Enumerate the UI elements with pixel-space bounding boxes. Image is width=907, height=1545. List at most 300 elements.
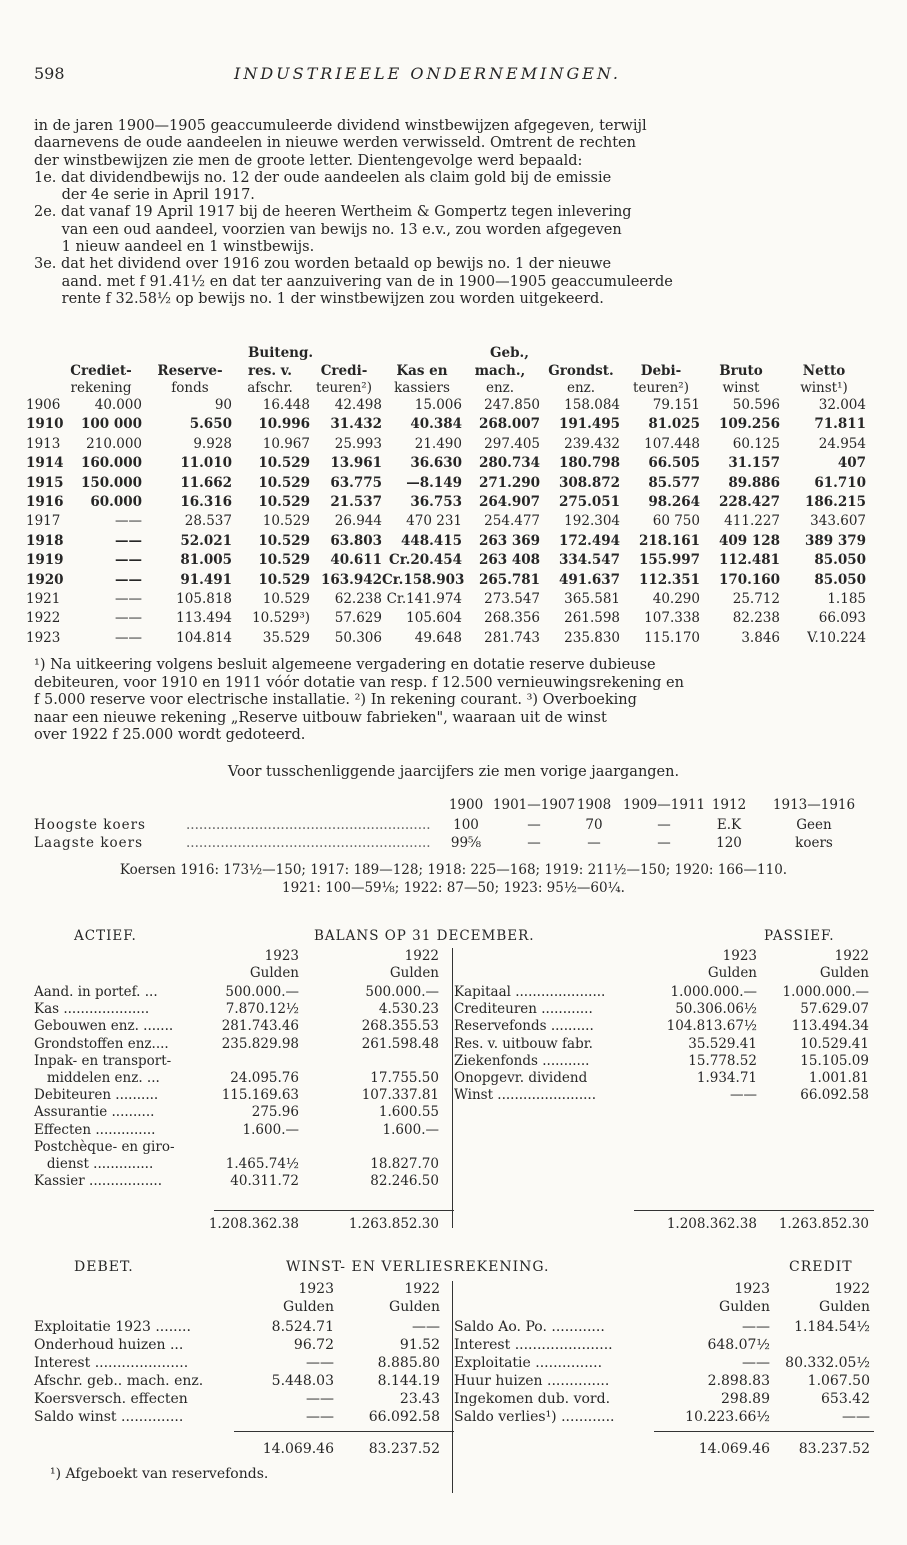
passief-label: Reservefonds ..........: [454, 1018, 594, 1035]
table-cell: 280.734: [478, 455, 540, 472]
table-cell: ——: [115, 610, 142, 627]
koersen-value: —: [657, 835, 671, 851]
page-header: [34, 64, 873, 86]
table-cell: 389 379: [804, 532, 866, 549]
table-row: [26, 455, 876, 475]
table-cell: 61.710: [814, 474, 866, 491]
debet-label: Onderhoud huizen ...: [34, 1337, 184, 1353]
footnote-line: f 5.000 reserve voor electrische installatie. ²) In rekening courant. ³) Overboeking: [34, 692, 637, 708]
balans-unit: Gulden: [249, 965, 299, 981]
winst-section: [34, 1255, 874, 1500]
table-cell: 52.021: [180, 532, 232, 549]
koersen-value: —: [527, 835, 541, 851]
table-row: [26, 571, 876, 592]
table-cell: 281.743: [484, 629, 540, 646]
passief-title: PASSIEF.: [764, 928, 835, 944]
credit-1922: 80.332.05½: [785, 1355, 870, 1371]
row-year: 1917: [26, 513, 61, 530]
intro-paragraph: [34, 118, 874, 308]
table-cell: 90: [214, 397, 232, 413]
row-year: 1916: [26, 494, 64, 510]
actief-label: Postchèque- en giro-: [34, 1138, 175, 1155]
table-cell: 10.996: [258, 416, 310, 433]
actief-1922: 261.598.48: [361, 1035, 439, 1052]
actief-label: Debiteuren ..........: [34, 1087, 159, 1104]
table-cell: 15.006: [414, 397, 462, 413]
table-cell: 409 128: [718, 532, 780, 549]
credit-title: CREDIT: [789, 1259, 853, 1275]
table-cell: 170.160: [718, 571, 780, 588]
column-header: enz.: [485, 380, 515, 396]
table-cell: 411.227: [724, 513, 780, 530]
actief-1922: 18.827.70: [370, 1156, 439, 1172]
debet-label: Koersversch. effecten: [34, 1391, 188, 1407]
actief-1923: 281.743.46: [221, 1018, 299, 1035]
koersen-year: 1913—1916: [772, 797, 856, 813]
table-cell: 24.954: [818, 435, 866, 452]
table-cell: 343.607: [810, 513, 866, 530]
total-rule: [214, 1210, 454, 1211]
table-cell: 210.000: [86, 435, 142, 452]
debet-1923: 96.72: [293, 1337, 334, 1353]
table-cell: Cr.20.454: [389, 552, 462, 569]
table-cell: 10.529: [258, 571, 310, 588]
koersen-value: —: [587, 835, 601, 851]
table-cell: 105.818: [176, 591, 232, 607]
table-cell: 10.529: [258, 532, 310, 549]
balans-year: 1923: [722, 948, 757, 964]
passief-1923: 35.529.41: [688, 1035, 757, 1052]
column-header: Grondst.: [548, 363, 614, 379]
actief-1922: 107.337.81: [361, 1087, 439, 1104]
table-row: [26, 629, 876, 650]
table-cell: 66.505: [648, 455, 700, 472]
debet-1922: ——: [412, 1319, 440, 1335]
credit-label: Saldo verlies¹) ............: [454, 1409, 615, 1425]
debet-1923: ——: [306, 1355, 334, 1371]
actief-1923: 1.465.74½: [225, 1156, 299, 1172]
table-cell: 192.304: [564, 513, 620, 530]
credit-1923: 2.898.83: [707, 1373, 770, 1389]
table-cell: 60.000: [90, 494, 142, 510]
credit-label: Ingekomen dub. vord.: [454, 1391, 611, 1407]
table-cell: 158.084: [564, 397, 620, 413]
table-cell: 63.775: [330, 474, 382, 491]
passief-1922: 1.001.81: [808, 1070, 869, 1086]
actief-1922: 17.755.50: [370, 1070, 439, 1086]
intro-line: der winstbewijzen zie men de groote letter. Dientengevolge werd bepaald:: [34, 152, 583, 169]
actief-1922: 82.246.50: [370, 1173, 439, 1190]
koersen-value: 70: [585, 817, 603, 833]
table-cell: 10.529: [258, 494, 310, 510]
table-row: [26, 416, 876, 436]
row-year: 1920: [26, 571, 64, 588]
passief-1922: 113.494.34: [791, 1018, 869, 1035]
credit-1922: 1.184.54½: [794, 1319, 870, 1335]
table-cell: 10.529: [262, 591, 310, 607]
actief-title: ACTIEF.: [74, 928, 137, 944]
footnote-line: ¹) Na uitkeering volgens besluit algemeene vergadering en dotatie reserve dubieuse: [34, 657, 656, 673]
column-divider: [452, 1281, 453, 1493]
table-cell: 21.490: [414, 435, 462, 452]
credit-label: Interest ......................: [454, 1337, 613, 1353]
credit-1922: 1.067.50: [807, 1373, 870, 1389]
header-buiteng: Buiteng.: [248, 345, 314, 361]
actief-total-1922: 1.263.852.30: [348, 1216, 439, 1232]
credit-1923: 298.89: [721, 1391, 770, 1407]
koersen-year: 1909—1911: [622, 797, 706, 813]
winst-unit: Gulden: [389, 1299, 440, 1315]
footnote-line: debiteuren, voor 1910 en 1911 vóór dotatie van resp. f 12.500 vernieuwingsrekening en: [34, 674, 684, 691]
koersen-value: 100: [453, 817, 479, 833]
table-row: [26, 397, 876, 417]
table-cell: 79.151: [652, 397, 700, 413]
table-cell: 271.290: [478, 474, 540, 491]
passief-1923: 15.778.52: [688, 1052, 757, 1069]
table-cell: 235.830: [564, 629, 620, 646]
table-cell: 268.356: [484, 610, 540, 627]
table-cell: 112.481: [718, 552, 780, 569]
actief-label: dienst ..............: [34, 1156, 154, 1172]
table-cell: 63.803: [330, 532, 382, 549]
table-cell: 180.798: [558, 455, 620, 472]
passief-1922: 15.105.09: [800, 1052, 869, 1069]
table-row: [26, 435, 876, 456]
intro-line: in de jaren 1900—1905 geaccumuleerde dividend winstbewijzen afgegeven, terwijl: [34, 118, 647, 134]
table-cell: 81.025: [648, 416, 700, 433]
table-cell: 81.005: [180, 552, 232, 569]
table-cell: 28.537: [184, 513, 232, 530]
koersen-value: 120: [716, 835, 742, 851]
table-cell: 308.872: [558, 474, 620, 491]
table-cell: 155.997: [638, 552, 700, 569]
table-cell: 16.448: [262, 397, 310, 413]
row-year: 1922: [26, 610, 61, 627]
total-rule: [654, 1431, 874, 1432]
actief-1922: 1.600.—: [382, 1121, 439, 1138]
debet-1923: 8.524.71: [271, 1319, 334, 1335]
credit-1923: 10.223.66½: [685, 1409, 770, 1425]
winst-year: 1922: [834, 1281, 870, 1297]
actief-1922: 4.530.23: [378, 1001, 439, 1018]
koersen-value: E.K: [716, 817, 742, 833]
table-cell: —8.149: [406, 474, 462, 491]
column-header: afschr.: [247, 380, 293, 396]
table-cell: 42.498: [334, 397, 382, 413]
column-header: mach.,: [474, 363, 526, 379]
table-cell: 105.604: [406, 610, 462, 627]
column-header: rekening: [70, 380, 132, 396]
passief-label: Winst .......................: [454, 1087, 596, 1104]
table-cell: 191.495: [558, 416, 620, 433]
column-header: winst¹): [800, 380, 848, 396]
credit-label: Exploitatie ...............: [454, 1355, 603, 1371]
actief-1923: 7.870.12½: [225, 1001, 299, 1018]
table-cell: V.10.224: [807, 629, 866, 646]
koersen-value: 99⅝: [450, 835, 482, 851]
table-cell: 66.093: [818, 610, 866, 627]
table-cell: 60 750: [652, 513, 700, 530]
debet-1923: ——: [306, 1409, 334, 1425]
debet-1923: 5.448.03: [271, 1373, 334, 1389]
table-cell: Cr.158.903: [382, 571, 465, 588]
credit-label: Huur huizen ..............: [454, 1373, 610, 1389]
actief-1923: 235.829.98: [221, 1035, 299, 1052]
debet-1922: 91.52: [399, 1337, 440, 1353]
table-cell: 85.577: [648, 474, 700, 491]
table-cell: 21.537: [330, 494, 382, 510]
actief-1922: 268.355.53: [361, 1018, 439, 1035]
balans-section: [34, 920, 874, 1235]
intro-line: 1 nieuw aandeel en 1 winstbewijs.: [34, 239, 315, 256]
column-header: teuren²): [316, 380, 372, 396]
table-cell: 297.405: [484, 435, 540, 452]
table-footnotes: [34, 657, 874, 745]
koersen-value: —: [527, 817, 541, 833]
passief-total-1923: 1.208.362.38: [666, 1216, 757, 1232]
table-cell: ——: [115, 591, 142, 607]
footnote-line: over 1922 f 25.000 wordt gedoteerd.: [34, 727, 306, 743]
total-rule: [634, 1210, 874, 1211]
table-cell: 107.448: [644, 435, 700, 452]
debet-total-1923: 14.069.46: [262, 1441, 334, 1457]
table-cell: 1.185: [827, 591, 866, 607]
winst-unit: Gulden: [283, 1299, 334, 1315]
passief-label: Kapitaal .....................: [454, 984, 606, 1000]
table-cell: 40.611: [330, 552, 382, 569]
table-row: [26, 552, 876, 572]
footnote-line: naar een nieuwe rekening „Reserve uitbouw fabrieken", waaraan uit de winst: [34, 709, 607, 726]
winst-unit: Gulden: [819, 1299, 870, 1315]
table-cell: 25.712: [732, 591, 780, 607]
koersen-year: 1900: [448, 797, 484, 813]
intro-line: 2e. dat vanaf 19 April 1917 bij de heeren Wertheim & Gompertz tegen inlevering: [34, 204, 632, 221]
table-cell: 115.170: [644, 629, 700, 646]
table-cell: 113.494: [176, 610, 232, 627]
table-cell: 254.477: [484, 513, 540, 530]
debet-label: Exploitatie 1923 ........: [34, 1319, 191, 1335]
credit-1923: ——: [742, 1355, 770, 1371]
koersen-label: Laagste koers: [34, 835, 144, 851]
table-cell: ——: [115, 629, 142, 646]
passief-label: Crediteuren ............: [454, 1001, 593, 1018]
table-cell: 10.967: [262, 435, 310, 452]
table-cell: 109.256: [718, 416, 780, 433]
table-cell: 160.000: [80, 455, 142, 472]
table-cell: 50.306: [334, 629, 382, 646]
column-header: teuren²): [633, 380, 689, 396]
column-header: Reserve-: [157, 363, 223, 379]
actief-label: Kassier .................: [34, 1173, 162, 1190]
passief-label: Ziekenfonds ...........: [454, 1052, 590, 1069]
actief-label: Aand. in portef. ...: [34, 984, 158, 1000]
balans-unit: Gulden: [707, 965, 757, 981]
debet-1923: ——: [306, 1391, 334, 1407]
debet-label: Interest .....................: [34, 1355, 189, 1371]
credit-1922: 653.42: [821, 1391, 870, 1407]
winst-year: 1922: [404, 1281, 440, 1297]
koersen-table: [34, 797, 874, 851]
table-cell: 265.781: [478, 571, 540, 588]
table-cell: 60.125: [732, 435, 780, 452]
table-cell: 26.944: [334, 513, 382, 530]
table-cell: Cr.141.974: [386, 591, 462, 607]
actief-1923: 40.311.72: [230, 1173, 299, 1190]
koersen-label: Hoogste koers: [34, 817, 146, 833]
table-cell: 57.629: [334, 610, 382, 627]
column-header: Debi-: [640, 363, 682, 379]
table-cell: 71.811: [814, 416, 866, 433]
row-year: 1921: [26, 591, 61, 607]
table-cell: 62.238: [334, 591, 382, 607]
winst-footnote: ¹) Afgeboekt van reservefonds.: [50, 1466, 269, 1482]
credit-1922: ——: [842, 1409, 870, 1425]
table-cell: 40.000: [94, 397, 142, 413]
column-header: res. v.: [248, 363, 292, 379]
row-year: 1906: [26, 397, 61, 413]
koersen-value: Geen: [796, 817, 832, 833]
passief-1923: 1.934.71: [696, 1070, 757, 1086]
table-cell: 334.547: [558, 552, 620, 569]
intro-line: aand. met f 91.41½ en dat ter aanzuivering van de in 1900—1905 geaccumuleerde: [34, 273, 673, 290]
table-cell: 85.050: [814, 552, 866, 569]
koersen-year: 1908: [576, 797, 612, 813]
table-row: [26, 610, 876, 630]
table-cell: 98.264: [648, 494, 700, 510]
balans-unit: Gulden: [819, 965, 869, 981]
debet-1922: 8.885.80: [377, 1355, 440, 1371]
table-cell: 263 408: [478, 552, 540, 569]
passief-1922: 66.092.58: [800, 1087, 869, 1104]
balans-title: BALANS OP 31 DECEMBER.: [314, 928, 535, 944]
table-cell: 40.384: [410, 416, 462, 433]
intro-line: 1e. dat dividendbewijs no. 12 der oude aandeelen als claim gold bij de emissie: [34, 169, 612, 186]
table-cell: 40.290: [652, 591, 700, 607]
column-header: Netto: [802, 363, 846, 379]
actief-label: Inpak- en transport-: [34, 1052, 172, 1069]
winst-year: 1923: [298, 1281, 334, 1297]
financial-history-table: [26, 345, 876, 650]
credit-label: Saldo Ao. Po. ............: [454, 1319, 605, 1335]
balans-year: 1923: [264, 948, 299, 964]
column-header: Bruto: [719, 363, 763, 379]
actief-label: Gebouwen enz. .......: [34, 1018, 174, 1035]
actief-label: Kas ....................: [34, 1001, 150, 1018]
table-cell: 268.007: [478, 416, 540, 433]
table-row: [26, 591, 876, 611]
page-number: 598: [34, 64, 65, 83]
winst-year: 1923: [734, 1281, 770, 1297]
table-row: [26, 474, 876, 495]
table-cell: 10.529³): [252, 610, 310, 627]
passief-1923: ——: [730, 1087, 757, 1104]
table-cell: 13.961: [330, 455, 382, 472]
row-year: 1910: [26, 416, 64, 433]
balans-year: 1922: [834, 948, 869, 964]
credit-total-1922: 83.237.52: [798, 1441, 870, 1457]
koersen-value: —: [657, 817, 671, 833]
table-cell: 50.596: [732, 397, 780, 413]
table-cell: 10.529: [258, 552, 310, 569]
actief-label: Assurantie ..........: [34, 1104, 155, 1121]
row-year: 1923: [26, 629, 61, 646]
koersen-note: Voor tusschenliggende jaarcijfers zie men vorige jaargangen.: [227, 764, 680, 780]
table-cell: 104.814: [176, 629, 232, 646]
table-row: [26, 513, 876, 533]
actief-1923: 24.095.76: [230, 1070, 299, 1086]
debet-label: Afschr. geb.. mach. enz.: [34, 1373, 204, 1389]
table-cell: 10.529: [262, 513, 310, 530]
table-cell: 218.161: [638, 532, 700, 549]
table-cell: 91.491: [180, 571, 232, 588]
passief-1922: 57.629.07: [800, 1001, 869, 1018]
column-header: fonds: [171, 380, 209, 396]
intro-line: daarnevens de oude aandeelen in nieuwe werden verwisseld. Omtrent de rechten: [34, 135, 636, 152]
table-cell: ——: [115, 513, 142, 530]
table-cell: ——: [115, 552, 142, 569]
koersen-year: 1912: [711, 797, 747, 813]
page-title: INDUSTRIEELE ONDERNEMINGEN.: [234, 64, 621, 83]
row-year: 1915: [26, 474, 64, 491]
winst-unit: Gulden: [719, 1299, 770, 1315]
table-cell: 407: [837, 455, 866, 472]
balans-unit: Gulden: [389, 965, 439, 981]
intro-line: rente f 32.58½ op bewijs no. 1 der winstbewijzen zou worden uitgekeerd.: [34, 290, 604, 307]
table-cell: 163.942: [320, 571, 382, 588]
debet-title: DEBET.: [74, 1259, 134, 1275]
actief-label: Grondstoffen enz....: [34, 1035, 169, 1052]
credit-total-1923: 14.069.46: [698, 1441, 770, 1457]
table-cell: 89.886: [728, 474, 780, 491]
table-cell: 264.907: [478, 494, 540, 510]
total-rule: [234, 1431, 454, 1432]
credit-1923: ——: [742, 1319, 770, 1335]
column-header: Crediet-: [70, 363, 132, 379]
leader-dots: .........................................................: [186, 835, 431, 851]
header-geb: Geb.,: [490, 345, 529, 361]
table-cell: 263 369: [478, 532, 540, 549]
row-year: 1913: [26, 435, 61, 452]
table-cell: 3.846: [741, 629, 780, 646]
table-cell: 11.010: [180, 455, 232, 472]
table-cell: 239.432: [564, 435, 620, 452]
table-cell: 36.630: [410, 455, 462, 472]
intro-line: van een oud aandeel, voorzien van bewijs no. 13 e.v., zou worden afgegeven: [34, 221, 622, 238]
table-cell: 247.850: [484, 397, 540, 413]
passief-1923: 1.000.000.—: [670, 984, 757, 1000]
table-cell: 31.157: [728, 455, 780, 472]
table-cell: 10.529: [258, 455, 310, 472]
debet-total-1922: 83.237.52: [368, 1441, 440, 1457]
table-row: [26, 532, 876, 553]
table-cell: 100 000: [80, 416, 142, 433]
leader-dots: .........................................................: [186, 817, 431, 833]
passief-label: Onopgevr. dividend: [454, 1070, 588, 1086]
table-cell: 470 231: [406, 513, 462, 530]
table-cell: 82.238: [732, 610, 780, 627]
table-cell: 491.637: [558, 571, 620, 588]
table-cell: 35.529: [262, 629, 310, 646]
passief-total-1922: 1.263.852.30: [778, 1216, 869, 1232]
koersen-line-2: 1921: 100—59⅛; 1922: 87—50; 1923: 95½—60¼.: [282, 880, 625, 896]
table-cell: 85.050: [814, 571, 866, 588]
table-cell: 11.662: [180, 474, 232, 491]
row-year: 1918: [26, 532, 64, 549]
column-header: Credi-: [320, 363, 368, 379]
winst-title: WINST- EN VERLIESREKENING.: [286, 1259, 550, 1275]
koersen-year: 1901—1907: [492, 797, 576, 813]
intro-line: 3e. dat het dividend over 1916 zou worden betaald op bewijs no. 1 der nieuwe: [34, 256, 612, 273]
